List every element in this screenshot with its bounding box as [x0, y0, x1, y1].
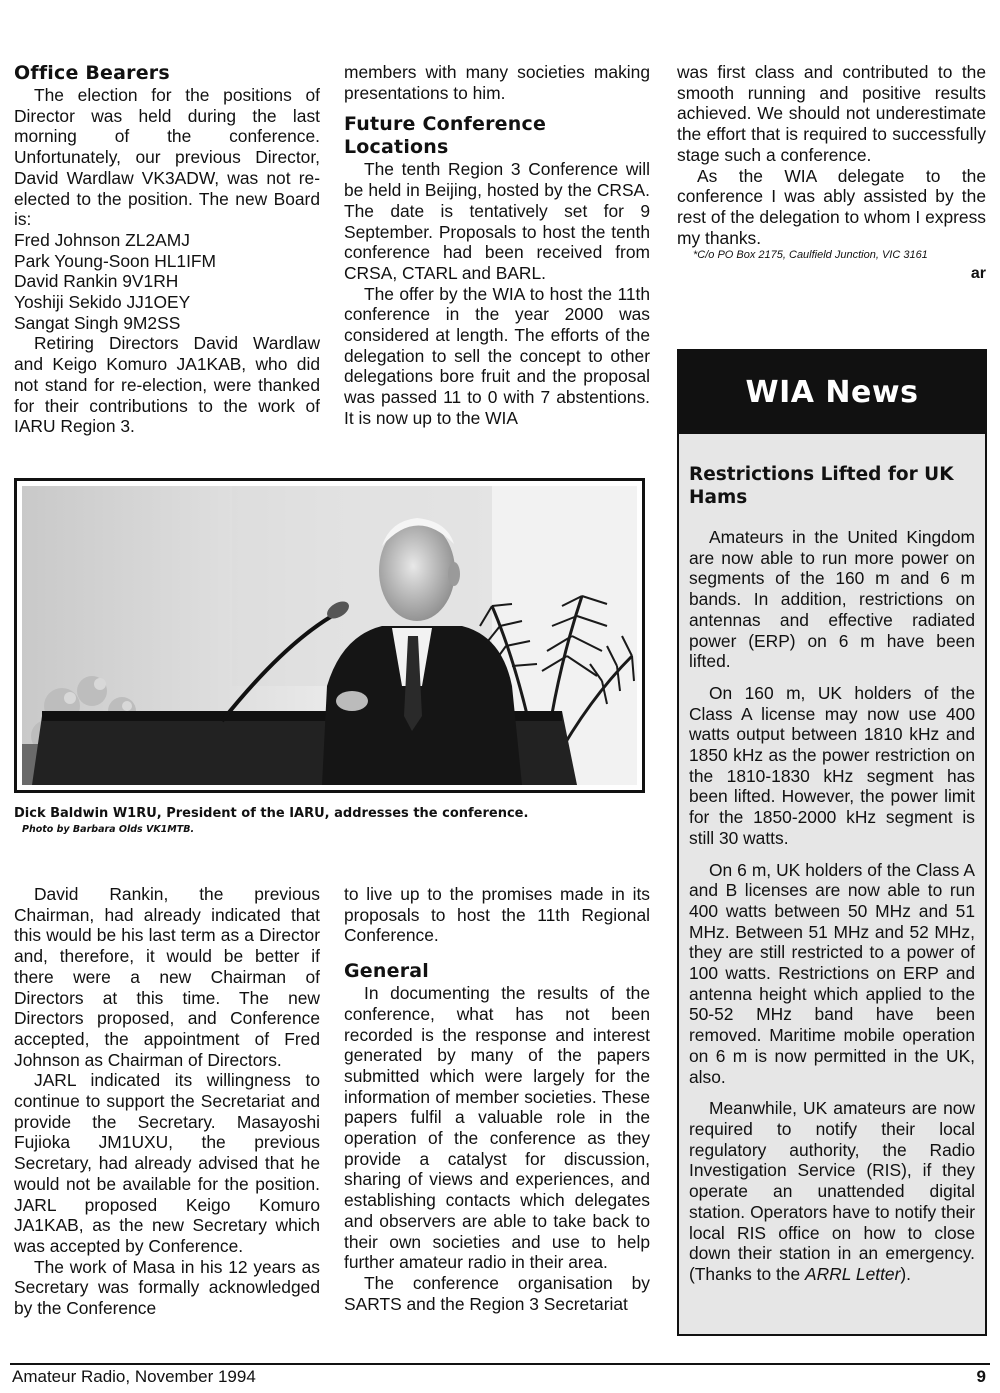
paragraph: The conference organisation by SARTS and the Region 3 Secretariat [344, 1272, 650, 1314]
paragraph: David Rankin, the previous Chairman, had already indicated that this would be his last term as a Director and, therefore, it would be better if there were a new Chairman of Directors at this time. The new Directors proposed, and Conference accepted, the appointment of Fred Johnson as Chairman of Directors. [14, 884, 320, 1070]
paragraph: Retiring Directors David Wardlaw and Keigo Komuro JA1KAB, who did not stand for re-election, were thanked for their contributions to the work of IARU Region 3. [14, 333, 320, 437]
paragraph: The tenth Region 3 Conference will be held in Beijing, hosted by the CRSA. The date is tentatively set for 9 September. Proposals to host the tenth conference had been received from CRSA, CTARL and BARL. [344, 159, 650, 283]
paragraph: was first class and contributed to the smooth running and positive results achieved. We should not underestimate the effort that is required to successfully stage such a conference. [677, 62, 986, 165]
paragraph: On 160 m, UK holders of the Class A license may now use 400 watts output between 1810 kHz and 1850 kHz as the power restriction on the 1810-1830 kHz segment has been lifted. However, the power limit for the 1850-2000 kHz segment is still 30 watts. [689, 682, 975, 848]
footer-rule [10, 1363, 990, 1365]
board-member: Yoshiji Sekido JJ1OEY [14, 292, 191, 313]
column-future-conference [344, 62, 650, 429]
photo-speaker-at-podium [22, 486, 637, 785]
paragraph-text: Meanwhile, UK amateurs are now required to notify their local regulatory authority, the Radio Investigation Service (RIS), if they operate an unattended digital station. Operators have to notify their local RIS office on how to close down their station in an emergency. (Thanks to the [689, 1098, 975, 1284]
photo-credit: Photo by Barbara Olds VK1MTB. [22, 824, 195, 835]
footer-publication: Amateur Radio, November 1994 [12, 1367, 256, 1386]
board-member: Sangat Singh 9M2SS [14, 312, 181, 333]
heading-office-bearers: Office Bearers [14, 62, 170, 84]
heading-general: General [344, 960, 429, 983]
paragraph: The election for the positions of Director was held during the last morning of the conference. Unfortunately, our previous Director, David Wardlaw VK3ADW, was not re-elected to the position. The new Board is: [14, 85, 320, 230]
board-member: David Rankin 9V1RH [14, 271, 179, 292]
paragraph: As the WIA delegate to the conference I was ably assisted by the rest of the delegation to whom I express my thanks. [677, 165, 986, 248]
page-number: 9 [976, 1367, 986, 1386]
board-member: Fred Johnson ZL2AMJ [14, 229, 190, 250]
heading-restrictions-lifted: Restrictions Lifted for UK Hams [689, 464, 954, 508]
column-chairman [14, 884, 320, 1319]
end-mark: ar [970, 265, 986, 283]
paragraph: JARL indicated its willingness to continue to support the Secretariat and provide the Secretary. Masayoshi Fujioka JM1UXU, the previous Secretary, had already advised that he would not be available for the position. JARL proposed Keigo Komuro JA1KAB, as the new Secretary which was accepted by Conference. [14, 1070, 320, 1256]
paragraph [689, 1098, 975, 1284]
publication-reference: ARRL Letter [805, 1263, 901, 1284]
photo [14, 478, 645, 793]
wia-news-box [677, 349, 987, 1336]
paragraph: Amateurs in the United Kingdom are now able to run more power on segments of the 160 m and 6 m bands. In addition, restrictions on antennas and effective radiated power (ERP) on 6 m have been lifted. [689, 527, 975, 672]
heading-future-conference-locations: Future Conference Locations [344, 113, 547, 159]
paragraph: members with many societies making presentations to him. [344, 62, 650, 103]
paragraph: The offer by the WIA to host the 11th conference in the year 2000 was considered at length. The efforts of the delegation to sell the concept to other delegations bore fruit and the proposal was passed 11 to 0 with 7 abstentions. It is now up to the WIA [344, 283, 650, 428]
column-general [344, 884, 650, 1314]
paragraph: On 6 m, UK holders of the Class A and B licenses are now able to run 400 watts between 50 MHz and 51 MHz. Between 51 MHz and 52 MHz, they are still restricted to a power of 100 watts. Restrictions on ERP and antenna height which applied to the 50-52 MHz band have been removed. Maritime mobile operation on 6 m is now permitted in the UK, also. [689, 859, 975, 1087]
board-member: Park Young-Soon HL1IFM [14, 250, 217, 271]
paragraph-end: ). [900, 1263, 912, 1284]
wia-news-body [689, 463, 975, 1296]
paragraph: In documenting the results of the conference, what has not been recorded is the response and interest generated by many of the papers submitted which were largely for the information of member societies. These papers fulfil a valuable role in the operation of the conference as they provide a catalyst for discussion, sharing of views and experiences, and establishing contacts which delegates and observers are able to take back to their own societies and use to help further amateur radio in their area. [344, 983, 650, 1273]
paragraph: to live up to the promises made in its proposals to host the 11th Regional Conference. [344, 884, 650, 946]
column-office-bearers [14, 62, 320, 437]
author-address: *C/o PO Box 2175, Caulfield Junction, VIC 3161 [693, 249, 928, 262]
photo-caption: Dick Baldwin W1RU, President of the IARU, addresses the conference. [14, 806, 529, 821]
paragraph: The work of Masa in his 12 years as Secretary was formally acknowledged by the Conference [14, 1256, 320, 1319]
column-conclusion [677, 62, 986, 283]
wia-news-title: WIA News [745, 375, 919, 410]
wia-news-banner [679, 351, 985, 434]
